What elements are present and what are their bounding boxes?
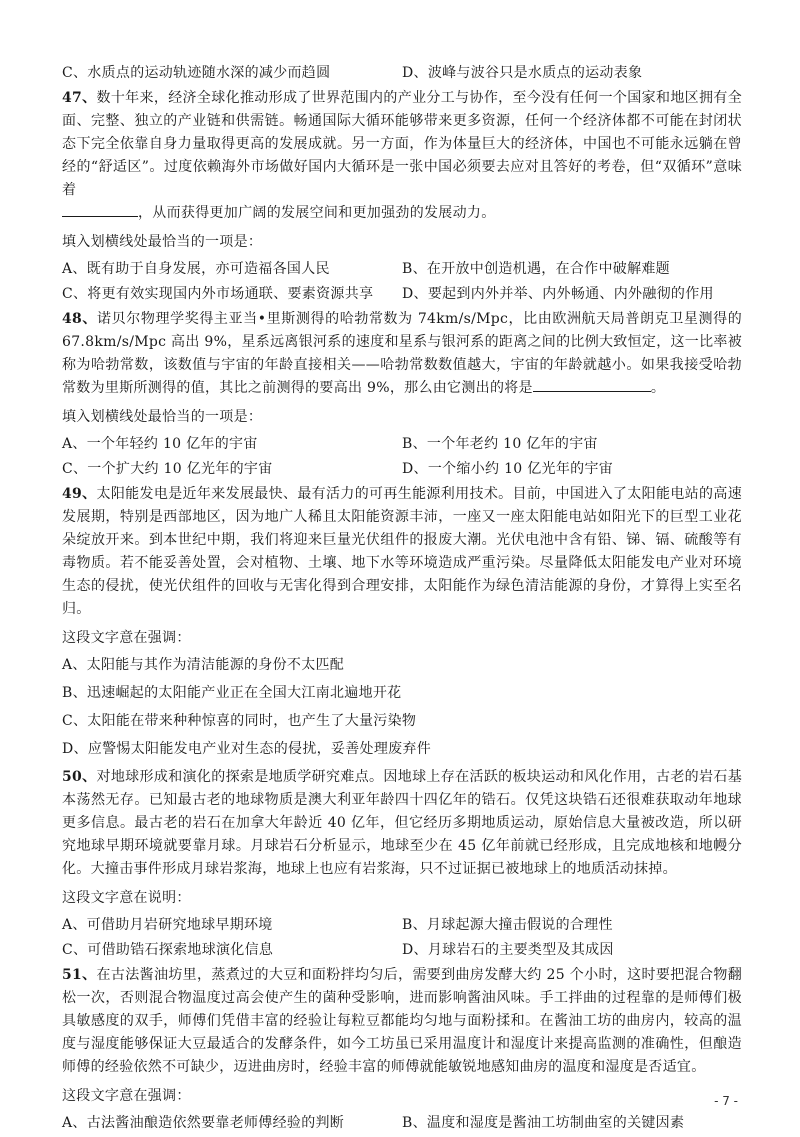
option-d: D、月球岩石的主要类型及其成因 (402, 942, 614, 958)
answer-blank (533, 377, 651, 392)
option-b: B、在开放中创造机遇，在合作中破解难题 (402, 261, 670, 277)
question-number: 47、 (62, 90, 97, 106)
option-b: B、温度和湿度是酱油工坊制曲室的关键因素 (402, 1115, 685, 1131)
option-a: A、一个年轻约 10 亿年的宇宙 (62, 436, 258, 452)
question-prompt: 这段文字意在说明： (62, 890, 191, 906)
option-row (62, 1112, 742, 1135)
question-number: 48、 (62, 311, 98, 327)
option-row (62, 458, 742, 481)
option-a: A、古法酱油酿造依然要靠老师傅经验的判断 (62, 1115, 345, 1131)
option-row (62, 283, 742, 306)
stem-text-a: 诺贝尔物理学奖得主亚当•里斯测得的哈勃常数为 74km/s/Mpc，比由欧洲航天局普朗克卫星测得的 67.8km/s/Mpc 高出 9%，星系远离银河系的速度和星系与银河系的距离之间的比例大致恒定，这一比率被称为哈勃常数，该数值与宇宙的年龄直接相关——哈勃常数数值越大，宇宙的年龄就越小。如果我接受哈勃常数为里斯所测得的值，其比之前测得的要高出 9%，那么由它测出的将是 (62, 311, 742, 396)
option-c: C、可借助锆石探索地球演化信息 (62, 942, 274, 958)
question-prompt: 这段文字意在强调： (62, 1088, 191, 1104)
question-49 (62, 483, 742, 761)
stem-text-a: 数十年来，经济全球化推动形成了世界范围内的产业分工与协作，至今没有任何一个国家和地区拥有全面、完整、独立的产业链和供需链。畅通国际大循环能够带来更多资源，任何一个经济体都不可能在封闭状态下完全依靠自身力量取得更高的发展成就。另一方面，作为体量巨大的经济体，中国也不可能永远躺在曾经的“舒适区”。过度依赖海外市场做好国内大循环是一张中国必须要去应对且答好的考卷，但“双循环”意味着 (62, 90, 742, 198)
question-number: 50、 (62, 769, 97, 785)
question-stem (62, 308, 742, 400)
question-prompt: 填入划横线处最恰当的一项是： (62, 234, 263, 250)
question-stem (62, 483, 742, 621)
stem-text: 太阳能发电是近年来发展最快、最有活力的可再生能源利用技术。目前，中国进入了太阳能电站的高速发展期，特别是西部地区，因为地广人稀且太阳能资源丰沛，一座又一座太阳能电站如阳光下的巨型工业花朵绽放开来。到本世纪中期，我们将迎来巨量光伏组件的报废大潮。光伏电池中含有铅、锑、镉、硫酸等有毒物质。若不能妥善处置，会对植物、土壤、地下水等环境造成严重污染。尽量降低太阳能发电产业对环境生态的侵扰，使光伏组件的回收与无害化得到合理安排，太阳能作为绿色清洁能源的身份，才算得上实至名归。 (62, 486, 742, 617)
option-d: D、一个缩小约 10 亿光年的宇宙 (402, 461, 614, 477)
option-c: C、将更有效实现国内外市场通联、要素资源共享 (62, 286, 374, 302)
page-number: - 7 - (714, 1094, 738, 1108)
option-row (62, 258, 742, 281)
question-number: 51、 (62, 967, 97, 983)
question-prompt: 这段文字意在强调： (62, 630, 191, 646)
answer-blank (62, 202, 138, 217)
option-row (62, 914, 742, 937)
option-c: C、一个扩大约 10 亿光年的宇宙 (62, 461, 273, 477)
option-b: B、一个年老约 10 亿年的宇宙 (402, 436, 598, 452)
option-b: B、迅速崛起的太阳能产业正在全国大江南北遍地开花 (62, 685, 402, 701)
question-stem (62, 87, 742, 225)
question-50 (62, 766, 742, 962)
question-prompt: 填入划横线处最恰当的一项是： (62, 409, 263, 425)
stem-text: 对地球形成和演化的探索是地质学研究难点。因地球上存在活跃的板块运动和风化作用，古老的岩石基本荡然无存。已知最古老的地球物质是澳大利亚年龄四十四亿年的锆石。仅凭这块锆石还很难获取动年地球更多信息。最古老的岩石在加拿大年龄近 40 亿年，但它经历多期地质运动，原始信息大量被改造，所以研究地球早期环境就要靠月球。月球岩石分析显示，地球至少在 45 亿年前就已经形成，且完成地核和地幔分化。大撞击事件形成月球岩浆海，地球上也应有岩浆海，只不过证据已被地球上的地质活动抹掉。 (62, 769, 742, 877)
option-row (62, 62, 742, 85)
option-a: A、太阳能与其作为清洁能源的身份不太匹配 (62, 657, 345, 673)
question-51 (62, 964, 742, 1135)
question-number: 49、 (62, 486, 97, 502)
option-d: D、应警惕太阳能发电产业对生态的侵扰，妥善处理废弃件 (62, 741, 432, 757)
option-a: A、既有助于自身发展，亦可造福各国人民 (62, 261, 330, 277)
option-d: D、要起到内外并举、内外畅通、内外融彻的作用 (402, 286, 714, 302)
option-row (62, 939, 742, 962)
question-stem (62, 964, 742, 1079)
option-c: C、太阳能在带来种种惊喜的同时，也产生了大量污染物 (62, 713, 417, 729)
question-47 (62, 87, 742, 306)
question-48 (62, 308, 742, 481)
option-d: D、波峰与波谷只是水质点的运动表象 (402, 65, 643, 81)
stem-text: 在古法酱油坊里，蒸煮过的大豆和面粉拌均匀后，需要到曲房发酵大约 25 个小时，这时要把混合物翻松一次，否则混合物温度过高会使产生的菌种受影响，进而影响酱油风味。手工拌曲的过程靠的是师傅们极具敏感度的双手，师傅们凭借丰富的经验让每粒豆都能均匀地与面粉揉和。在酱油工坊的曲房内，较高的温度与湿度能够保证大豆最适合的发酵条件，如今工坊虽已采用温度计和湿度计来提高监测的准确性，但酿造师傅的经验依然不可缺少，迈进曲房时，经验丰富的师傅就能敏锐地感知曲房的温度和湿度是否适宜。 (62, 967, 743, 1075)
stem-text-b: 。 (650, 380, 666, 396)
option-a: A、可借助月岩研究地球早期环境 (62, 917, 273, 933)
page-content (62, 62, 742, 1137)
stem-text-b: ，从而获得更加广阔的发展空间和更加强劲的发展动力。 (138, 205, 496, 221)
option-c: C、水质点的运动轨迹随水深的减少而趋圆 (62, 65, 331, 81)
question-stem (62, 766, 742, 881)
option-row (62, 433, 742, 456)
option-b: B、月球起源大撞击假说的合理性 (402, 917, 613, 933)
